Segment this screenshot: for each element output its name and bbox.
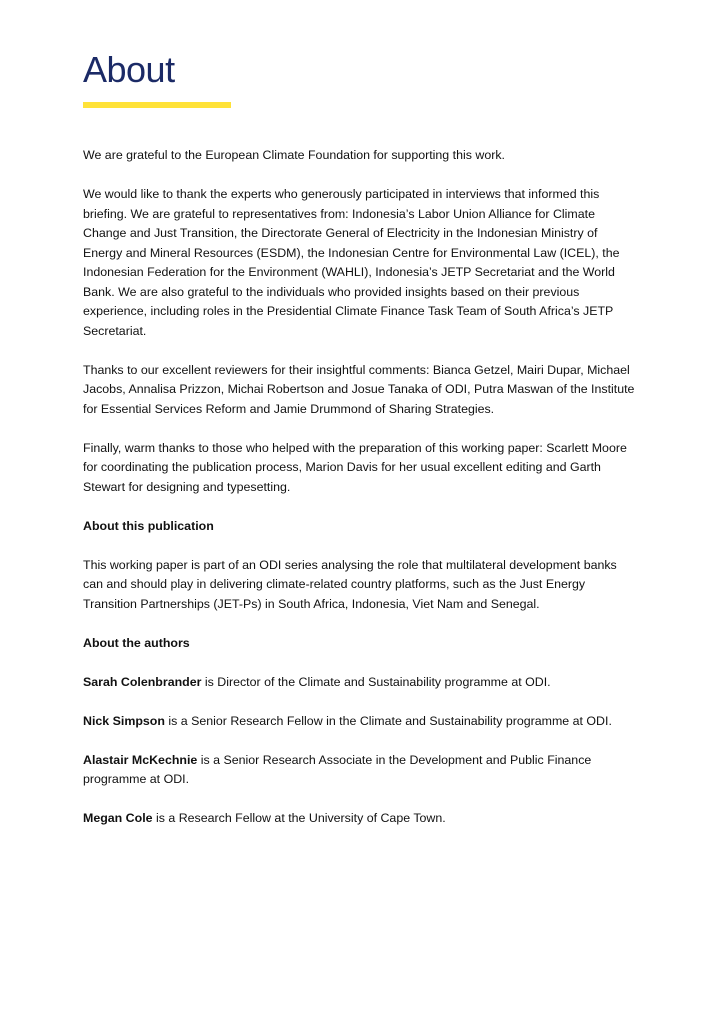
title-underline-rule [83,102,231,108]
publication-paragraph: This working paper is part of an ODI series analysing the role that multilateral development banks can and should play in delivering climate-related country platforms, such as the Just Energy Transition Partnerships (JET-Ps) in South Africa, Indonesia, Viet Nam and Senegal. [83,557,617,611]
author-bio: is Director of the Climate and Sustainability programme at ODI. [201,674,551,689]
acknowledgement-paragraph-funding: We are grateful to the European Climate Foundation for supporting this work. [83,148,505,162]
author-bio: is a Senior Research Associate in the Development and Public Finance programme at ODI. [83,752,592,786]
author-name: Nick Simpson [83,713,165,728]
author-bio: is a Senior Research Fellow in the Climate and Sustainability programme at ODI. [164,713,612,728]
author-entry [83,712,639,732]
authors-heading: About the authors [83,635,190,650]
content [83,146,639,829]
author-bio: is a Research Fellow at the University of Cape Town. [152,811,446,825]
author-entry [83,751,639,790]
author-name: Megan Cole [83,811,153,825]
author-entry [83,809,639,829]
author-name: Sarah Colenbrander [83,674,202,689]
acknowledgement-paragraph-production: Finally, warm thanks to those who helped with the preparation of this working paper: Scarlett Moore for coordinating the publication process, Marion Davis for her usual excellent editing and Garth Stewart for designing and typesetting. [83,440,627,494]
acknowledgement-paragraph-reviewers: Thanks to our excellent reviewers for their insightful comments: Bianca Getzel, Mairi Dupar, Michael Jacobs, Annalisa Prizzon, Michai Robertson and Josue Tanaka of ODI, Putra Maswan of the Institute for Essential Services Reform and Jamie Drummond of Sharing Strategies. [83,362,635,416]
acknowledgement-paragraph-experts: We would like to thank the experts who generously participated in interviews that informed this briefing. We are grateful to representatives from: Indonesia’s Labor Union Alliance for Climate Change and Just Transition, the Directorate General of Electricity in the Indonesian Ministry of Energy and Mineral Resources (ESDM), the Indonesian Centre for Environmental Law (ICEL), the Indonesian Federation for the Environment (WAHLI), Indonesia’s JETP Secretariat and the World Bank. We are also grateful to the individuals who provided insights based on their previous experience, including roles in the Presidential Climate Finance Task Team of South Africa’s JETP Secretariat. [83,187,620,338]
page [83,0,639,848]
author-entry [83,673,639,693]
author-name: Alastair McKechnie [83,752,198,767]
publication-heading: About this publication [83,518,214,533]
page-title: About [83,49,175,90]
